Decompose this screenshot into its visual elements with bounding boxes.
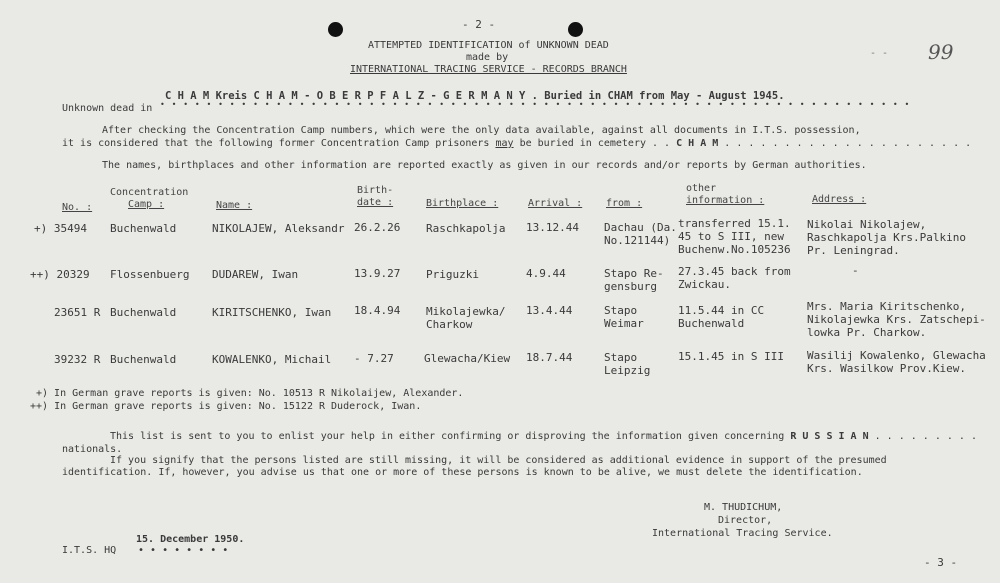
page-number-top: - 2 -: [462, 18, 496, 31]
row1-no: +) 35494: [34, 222, 87, 235]
intro-may: may: [495, 138, 514, 149]
footnote-1: +) In German grave reports is given: No. 10513 R Nikolaijew, Alexander.: [36, 388, 464, 399]
intro-line-1: After checking the Concentration Camp numbers, which were the only data available, against all documents in I.T.S. possession,: [102, 125, 861, 136]
row1-from: Dachau (Da. No.121144): [604, 221, 677, 247]
header-name: Name :: [216, 200, 253, 211]
header-camp-line1: Concentration: [110, 187, 189, 198]
punch-hole-right: [568, 22, 583, 37]
row2-other: 27.3.45 back from Zwickau.: [678, 265, 791, 291]
row1-birthdate: 26.2.26: [354, 221, 401, 234]
header-other-line2: information :: [686, 195, 765, 206]
location-dots: • • • • • • • • • • • • • • • • • • • • • • • • • • • • • • • • • • • • • • • • • • • • • • • • • • • • • • • • • • • • • • • • •: [160, 100, 911, 109]
row2-birthdate: 13.9.27: [354, 267, 401, 280]
header-birth-line2: date :: [357, 197, 394, 208]
header-camp-line2: Camp :: [128, 199, 165, 210]
signatory-organization: International Tracing Service.: [652, 528, 833, 539]
header-arrival: Arrival :: [528, 198, 583, 209]
nationality: R U S S I A N: [790, 431, 869, 442]
punch-hole-left: [328, 22, 343, 37]
document-title: ATTEMPTED IDENTIFICATION of UNKNOWN DEAD: [368, 40, 609, 51]
document-date: 15. December 1950.: [136, 534, 245, 545]
row3-name: KIRITSCHENKO, Iwan: [212, 306, 332, 319]
row4-arrival: 18.7.44: [526, 351, 573, 364]
row3-birthplace: Mikolajewka/ Charkow: [426, 305, 506, 331]
row4-address: Wasilij Kowalenko, Glewacha Krs. Wasilkow Prov.Kiew.: [807, 349, 986, 375]
header-birthplace: Birthplace :: [426, 198, 499, 209]
row3-camp: Buchenwald: [110, 306, 177, 319]
closing-text: This list is sent to you to enlist your help in either confirming or disproving the information given concerning: [110, 431, 785, 442]
row2-name: DUDAREW, Iwan: [212, 268, 299, 281]
records-note: The names, birthplaces and other information are reported exactly as given in our records and/or reports by German authorities.: [102, 160, 867, 171]
footnote-2: ++) In German grave reports is given: No. 15122 R Duderock, Iwan.: [30, 401, 422, 412]
issuing-office: INTERNATIONAL TRACING SERVICE - RECORDS BRANCH: [350, 64, 627, 75]
row2-birthplace: Priguzki: [426, 268, 479, 281]
row4-no: 39232 R: [54, 353, 101, 366]
row3-birthdate: 18.4.94: [354, 304, 401, 317]
row4-other: 15.1.45 in S III: [678, 350, 784, 363]
closing-line-3: If you signify that the persons listed are still missing, it will be considered as additional evidence in support of the presumed: [110, 455, 887, 466]
page-number-bottom: - 3 -: [924, 556, 958, 569]
header-no: No. :: [62, 202, 93, 213]
row4-name: KOWALENKO, Michail: [212, 353, 332, 366]
row2-arrival: 4.9.44: [526, 267, 566, 280]
document-subtitle: made by: [466, 52, 509, 63]
row1-address: Nikolai Nikolajew, Raschkapolja Krs.Palkino Pr. Leningrad.: [807, 218, 966, 257]
place-dots: • • • • • • • •: [138, 545, 229, 556]
row3-other: 11.5.44 in CC Buchenwald: [678, 304, 765, 330]
header-from: from :: [606, 198, 643, 209]
handwritten-page-number: 99: [928, 40, 954, 64]
row1-other: transferred 15.1. 45 to S III, new Buchenw.No.105236: [678, 217, 791, 256]
row3-no: 23651 R: [54, 306, 101, 319]
place-label: I.T.S. HQ: [62, 545, 117, 556]
row3-address: Mrs. Maria Kiritschenko, Nikolajewka Krs. Zatschepi- lowka Pr. Charkow.: [807, 300, 986, 339]
intro-line-2-start: it is considered that the following former Concentration Camp prisoners: [62, 138, 496, 149]
cemetery-name: C H A M: [676, 138, 719, 149]
row4-birthdate: - 7.27: [354, 352, 394, 365]
burial-place: C H A M Kreis C H A M - O B E R P F A L Z - G E R M A N Y . Buried in CHAM from May - August 1945.: [165, 90, 785, 102]
row1-arrival: 13.12.44: [526, 221, 579, 234]
row4-from: Stapo Leipzig: [604, 351, 651, 377]
intro-dots: . . . . . . . . . . . . . . . . . . . . .: [724, 138, 972, 149]
intro-line-2-end: be buried in cemetery . .: [513, 138, 677, 149]
closing-dots: . . . . . . . . .: [874, 431, 977, 442]
closing-line-2: nationals.: [62, 444, 123, 455]
closing-line-4: identification. If, however, you advise us that one or more of these persons is known to be alive, we must delete the identification.: [62, 467, 863, 478]
row2-address: -: [852, 264, 859, 277]
row1-birthplace: Raschkapolja: [426, 222, 506, 235]
row1-name: NIKOLAJEW, Aleksandr: [212, 222, 345, 235]
margin-dash: - -: [870, 48, 889, 59]
signatory-name: M. THUDICHUM,: [704, 502, 783, 513]
row3-arrival: 13.4.44: [526, 304, 573, 317]
row4-birthplace: Glewacha/Kiew: [424, 352, 511, 365]
row2-from: Stapo Re- gensburg: [604, 267, 664, 293]
intro-line-2: [62, 138, 971, 149]
row3-from: Stapo Weimar: [604, 304, 644, 330]
row2-no: ++) 20329: [30, 268, 90, 281]
row1-camp: Buchenwald: [110, 222, 177, 235]
header-address: Address :: [812, 194, 867, 205]
closing-line-1: [110, 431, 977, 442]
row4-camp: Buchenwald: [110, 353, 177, 366]
unknown-dead-label: Unknown dead in: [62, 103, 153, 114]
row2-camp: Flossenbuerg: [110, 268, 190, 281]
header-birth-line1: Birth-: [357, 185, 394, 196]
signatory-title: Director,: [718, 515, 773, 526]
header-other-line1: other: [686, 183, 717, 194]
